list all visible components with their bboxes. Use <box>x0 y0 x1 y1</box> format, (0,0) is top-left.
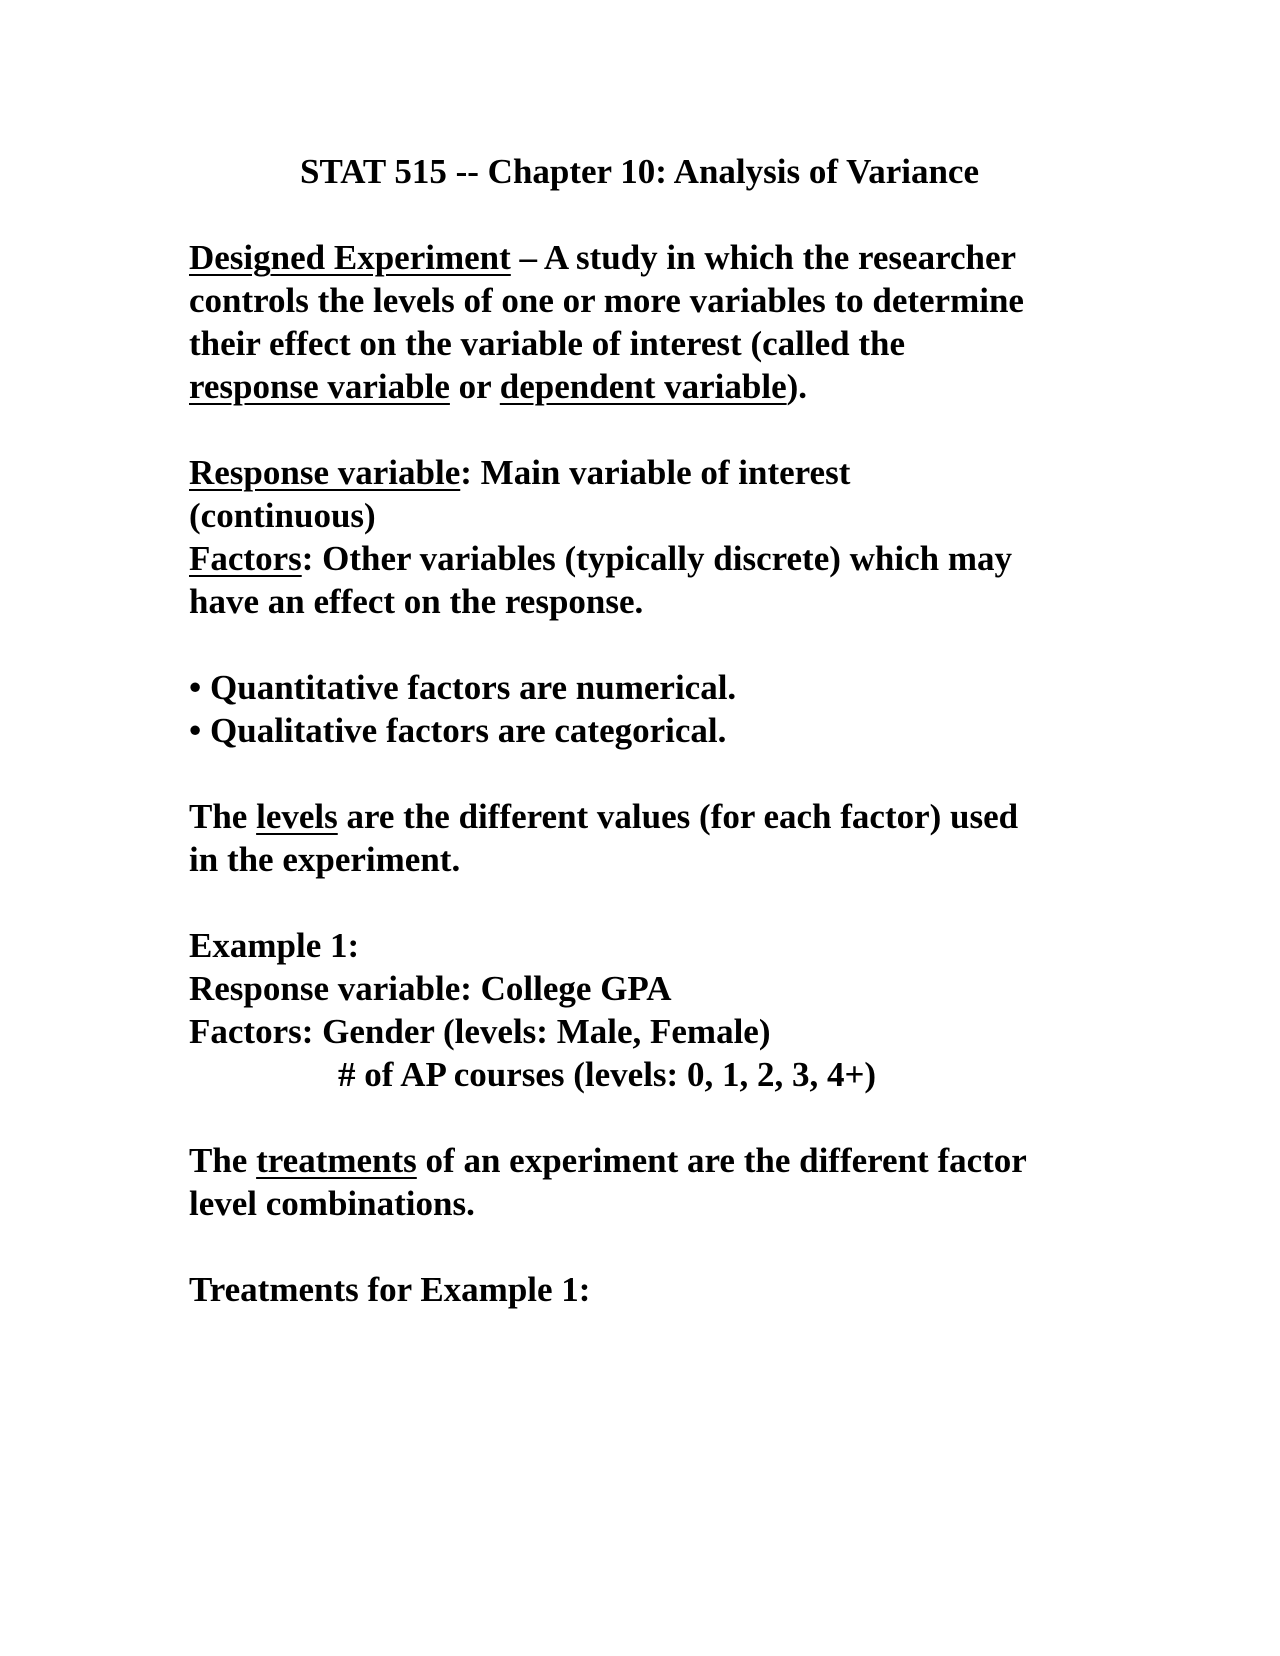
example-1-heading: Example 1: <box>189 926 360 965</box>
factors-line-1 <box>189 537 1012 580</box>
treatments-definition: of an experiment are the different factor <box>416 1141 1027 1180</box>
treatments-line-1 <box>189 1139 1027 1182</box>
designed-experiment-line-1 <box>189 236 1016 279</box>
response-variable-line-2: (continuous) <box>189 496 376 535</box>
bullet-quantitative: • Quantitative factors are numerical. <box>189 668 737 707</box>
treatments-term: treatments <box>256 1141 417 1180</box>
response-variable-term: response variable <box>189 367 450 406</box>
levels-line-2: in the experiment. <box>189 840 461 879</box>
designed-experiment-definition-start: – A study in which the researcher <box>510 238 1017 277</box>
or-text: or <box>449 367 500 406</box>
levels-definition: are the different values (for each factor) used <box>337 797 1019 836</box>
example-1-factors-ap: # of AP courses (levels: 0, 1, 2, 3, 4+) <box>338 1055 877 1094</box>
treatments-line-2: level combinations. <box>189 1184 475 1223</box>
bullet-qualitative: • Qualitative factors are categorical. <box>189 711 727 750</box>
designed-experiment-line-3: their effect on the variable of interest (called the <box>189 324 905 363</box>
dependent-variable-term: dependent variable <box>499 367 787 406</box>
levels-term: levels <box>256 797 338 836</box>
response-variable-definition: : Main variable of interest <box>460 453 851 492</box>
factors-definition: : Other variables (typically discrete) which may <box>301 539 1013 578</box>
designed-experiment-line-4 <box>189 365 807 408</box>
example-1-factors-gender: Factors: Gender (levels: Male, Female) <box>189 1012 771 1051</box>
closing-text: ). <box>786 367 808 406</box>
treatments-example-heading: Treatments for Example 1: <box>189 1270 591 1309</box>
treatments-pre: The <box>189 1141 257 1180</box>
example-1-response: Response variable: College GPA <box>189 969 672 1008</box>
response-variable-line-1 <box>189 451 850 494</box>
page-title: STAT 515 -- Chapter 10: Analysis of Variance <box>300 152 979 191</box>
levels-pre: The <box>189 797 257 836</box>
designed-experiment-term: Designed Experiment <box>189 238 511 277</box>
factors-heading: Factors <box>189 539 302 578</box>
factors-line-2: have an effect on the response. <box>189 582 644 621</box>
response-variable-heading: Response variable <box>189 453 461 492</box>
levels-line-1 <box>189 795 1018 838</box>
designed-experiment-line-2: controls the levels of one or more variables to determine <box>189 281 1024 320</box>
